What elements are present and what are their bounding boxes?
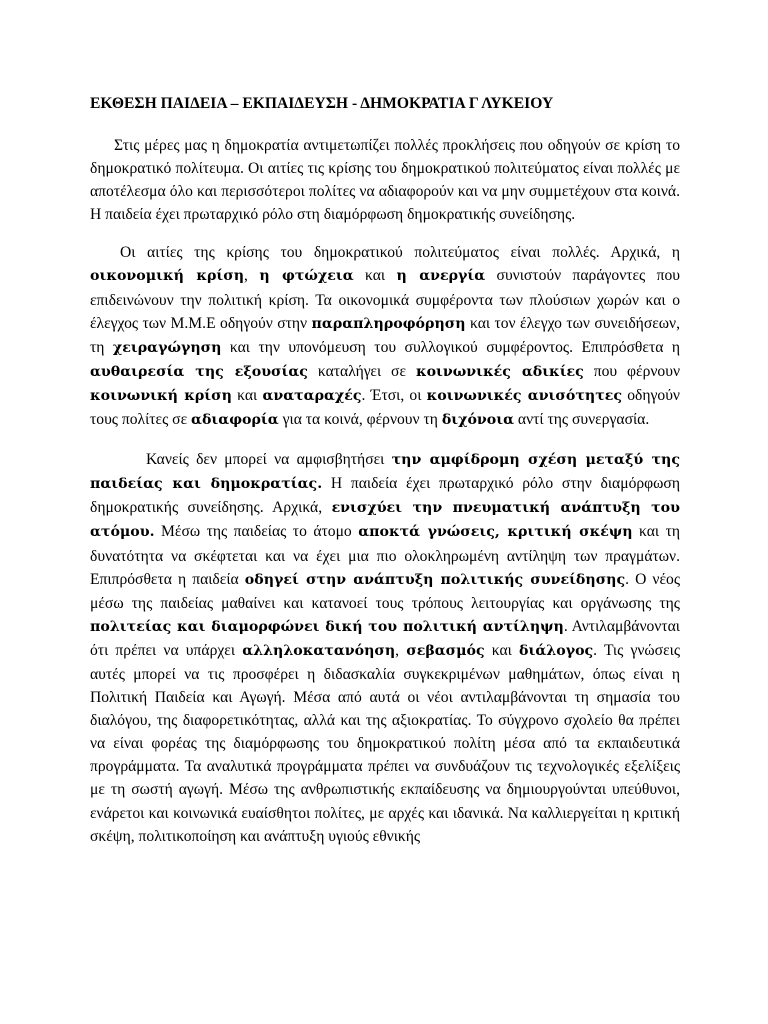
bold-term: την αμφίδρομη σχέση μεταξύ της παιδείας και δημοκρατίας. bbox=[90, 452, 680, 493]
text-run: Στις μέρες μας η δημοκρατία αντιμετωπίζει πολλές προκλήσεις που οδηγούν σε κρίση το δημοκρατικό πολίτευμα. Οι αιτίες τις κρίσης του δημοκρατικού πολιτεύματος είναι πολλές με αποτέλεσμα όλο και περισσότεροι πολίτες να αδιαφορούν και να μην συμμετέχουν στα κοινά. Η παιδεία έχει πρωταρχικό ρόλο στη διαμόρφωση δημοκρατικής συνείδησης. bbox=[90, 137, 680, 224]
causes-paragraph bbox=[90, 241, 680, 432]
bold-term: αναταραχές bbox=[262, 387, 362, 404]
text-run: που φέρνουν bbox=[583, 362, 680, 380]
bold-term: αλληλοκατανόηση bbox=[242, 642, 396, 659]
essay-title: ΕΚΘΕΣΗ ΠΑΙΔΕΙΑ – ΕΚΠΑΙΔΕΥΣΗ - ΔΗΜΟΚΡΑΤΙΑ Γ ΛΥΚΕΙΟΥ bbox=[90, 95, 554, 112]
text-run: και bbox=[231, 386, 263, 404]
text-run: οδηγούν τους πολίτες σε bbox=[90, 386, 680, 429]
text-run: Μέσω της παιδείας το άτομο bbox=[154, 523, 359, 541]
bold-term: η φτώχεια bbox=[259, 268, 354, 285]
bold-term: οδηγεί στην ανάπτυξη πολιτικής συνείδησης bbox=[244, 571, 626, 588]
text-run: για τα κοινά, φέρνουν τη bbox=[278, 411, 442, 429]
text-run: αντί της συνεργασία. bbox=[514, 411, 650, 429]
text-run: και bbox=[353, 267, 397, 285]
bold-term: οικονομική κρίση bbox=[90, 268, 245, 285]
text-run: , bbox=[395, 641, 407, 659]
bold-term: διάλογος bbox=[519, 642, 594, 659]
bold-term: κοινωνική κρίση bbox=[90, 387, 232, 404]
bold-term: κοινωνικές αδικίες bbox=[415, 363, 584, 380]
bold-term: ενισχύει την πνευματική ανάπτυξη του ατόμου. bbox=[90, 500, 680, 541]
bold-term: διχόνοια bbox=[441, 412, 515, 429]
text-run: Η παιδεία έχει πρωταρχικό ρόλο στην διαμόρφωση δημοκρατικής συνείδησης. Αρχικά, bbox=[90, 475, 680, 517]
bold-term: αποκτά γνώσεις, κριτική σκέψη bbox=[358, 524, 633, 541]
bold-term: πολιτείας και διαμορφώνει δική του πολιτική αντίληψη bbox=[90, 618, 564, 635]
bold-term: σεβασμός bbox=[406, 642, 485, 659]
text-run: Οι αιτίες της κρίσης του δημοκρατικού πολιτεύματος είναι πολλές. Αρχικά, η bbox=[120, 244, 680, 262]
text-run: . Ο νέος μέσω της παιδείας μαθαίνει και κατανοεί τους τρόπους λειτουργίας και οργάνωσης της bbox=[90, 570, 680, 612]
text-run: . Αντιλαμβάνονται ότι πρέπει να υπάρχει bbox=[90, 617, 680, 659]
bold-term: κοινωνικές ανισότητες bbox=[426, 387, 623, 404]
bold-term: αυθαιρεσία της εξουσίας bbox=[90, 363, 308, 380]
text-run: καταλήγει σε bbox=[307, 362, 416, 380]
text-run: , bbox=[244, 267, 260, 285]
text-run: . Τις γνώσεις αυτές μπορεί να τις προσφέρει η διδασκαλία συγκεκριμένων μαθημάτων, όπως είναι η Πολιτική Παιδεία και Αγωγή. Μέσα από αυτά οι νέοι αντιλαμβάνονται τη σημασία του διαλόγου, της διαφορετικότητας, αλλά και της αξιοκρατίας. Το σύγχρονο σχολείο θα πρέπει να είναι φορέας της διαμόρφωσης του δημοκρατικού πολίτη μέσα από τα εκπαιδευτικά προγράμματα. Τα αναλυτικά προγράμματα πρέπει να συνδυάζουν τις τεχνολογικές εξελίξεις με τη σωστή αγωγή. Μέσω της ανθρωπιστικής εκπαίδευσης να δημιουργούνται υπεύθυνοι, ενάρετοι και κοινωνικά ευαίσθητοι πολίτες, με αρχές και ιδανικά. Να καλλιεργείται η κριτική σκέψη, πολιτικοποίηση και ανάπτυξη υγιούς εθνικής bbox=[90, 641, 681, 845]
bold-term: χειραγώγηση bbox=[112, 339, 222, 356]
text-run: . Έτσι, οι bbox=[361, 386, 427, 404]
text-run: και τη δυνατότητα να σκέφτεται και να έχει μια πιο ολοκληρωμένη αντίληψη των πραγμάτων. Επιπρόσθετα η παιδεία bbox=[90, 523, 680, 588]
text-run: συνιστούν παράγοντες που επιδεινώνουν την πολιτική κρίση. Τα οικονομικά συμφέροντα των πλούσιων χωρών και ο έλεγχος των Μ.Μ.Ε οδηγούν στην bbox=[90, 267, 680, 332]
text-run: και bbox=[484, 641, 520, 659]
intro-paragraph bbox=[90, 134, 680, 226]
bold-term: παραπληροφόρηση bbox=[311, 315, 466, 332]
text-run: Κανείς δεν μπορεί να αμφισβητήσει bbox=[146, 451, 392, 469]
bold-term: αδιαφορία bbox=[191, 412, 279, 429]
text-run: και την υπονόμευση του συλλογικού συμφέροντος. Επιπρόσθετα η bbox=[221, 338, 681, 356]
bold-term: η ανεργία bbox=[396, 268, 486, 285]
education-democracy-paragraph bbox=[90, 448, 680, 848]
text-run: και τον έλεγχο των συνειδήσεων, τη bbox=[90, 314, 680, 356]
